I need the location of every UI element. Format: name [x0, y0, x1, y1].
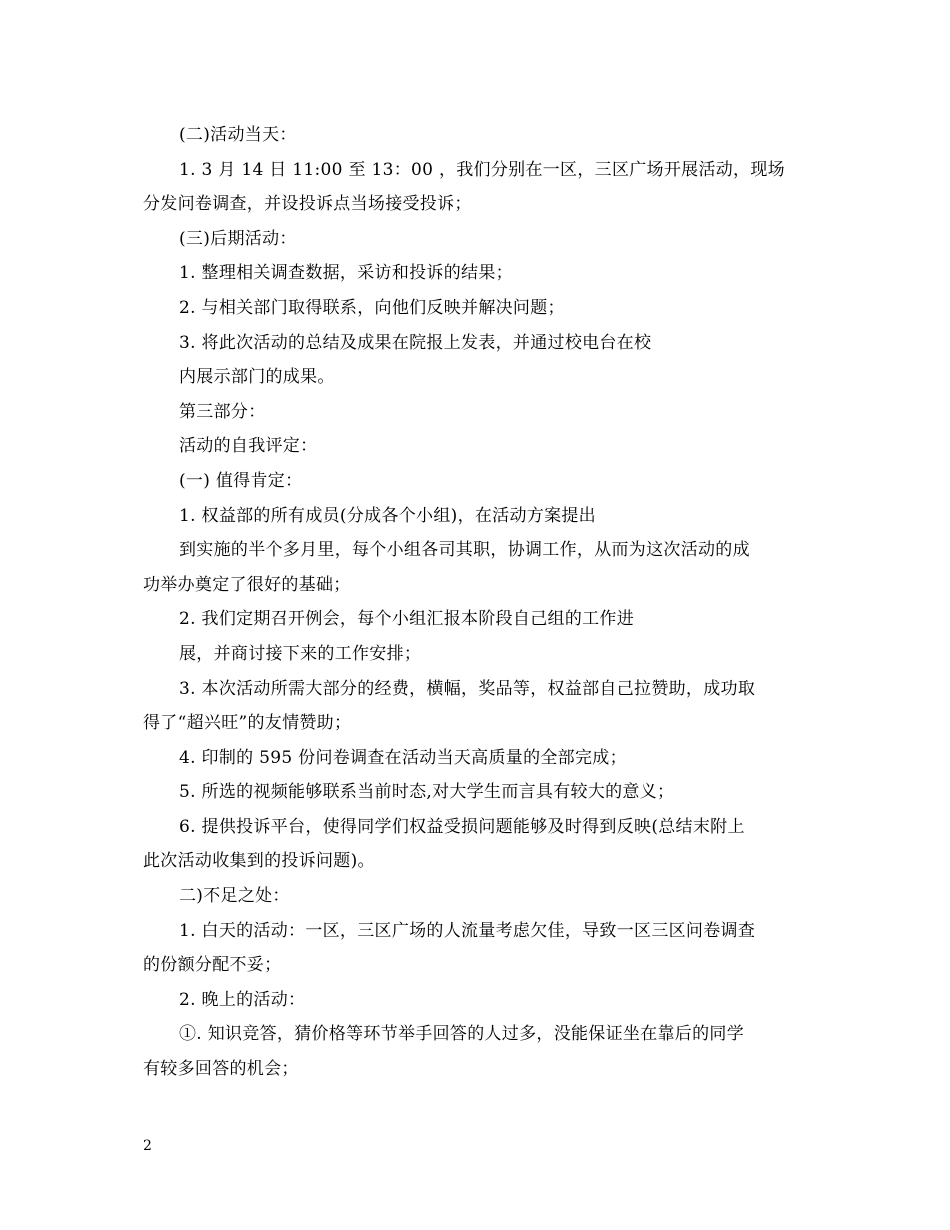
text-line: 分发问卷调查，并设投诉点当场接受投诉； — [143, 194, 472, 215]
text-line: 第三部分： — [179, 401, 266, 422]
text-line: 2. 晚上的活动： — [179, 989, 306, 1010]
text-line: 二)不足之处： — [179, 886, 290, 907]
text-line: 3. 将此次活动的总结及成果在院报上发表，并通过校电台在校 — [179, 332, 652, 353]
text-line: 功举办奠定了很好的基础； — [143, 574, 351, 595]
text-line: 的份额分配不妥； — [143, 955, 282, 976]
text-line: ①. 知识竞答，猜价格等环节举手回答的人过多，没能保证坐在靠后的同学 — [179, 1024, 745, 1045]
text-line: 3. 本次活动所需大部分的经费，横幅，奖品等，权益部自己拉赞助，成功取 — [179, 678, 756, 699]
text-line: 有较多回答的机会； — [143, 1059, 299, 1080]
text-line: 活动的自我评定： — [179, 436, 318, 457]
text-line: 展，并商讨接下来的工作安排； — [179, 643, 422, 664]
text-line: 6. 提供投诉平台，使得同学们权益受损问题能够及时得到反映(总结末附上 — [179, 816, 745, 837]
text-line: 2. 与相关部门取得联系，向他们反映并解决问题； — [179, 297, 565, 318]
text-line: (三)后期活动： — [179, 228, 297, 249]
text-line: 4. 印制的 595 份问卷调查在活动当天高质量的全部完成； — [179, 747, 627, 768]
text-line: 内展示部门的成果。 — [179, 367, 335, 388]
page-number: 2 — [143, 1138, 152, 1154]
text-line: 1. 3 月 14 日 11:00 至 13：00 ，我们分别在一区，三区广场开展活动，现场 — [179, 159, 785, 180]
text-line: 到实施的半个多月里，每个小组各司其职，协调工作，从而为这次活动的成 — [179, 540, 750, 561]
text-line: 此次活动收集到的投诉问题)。 — [143, 851, 375, 872]
text-line: 2. 我们定期召开例会，每个小组汇报本阶段自己组的工作进 — [179, 609, 635, 630]
text-line: (一) 值得肯定： — [179, 470, 303, 491]
text-line: 1. 白天的活动：一区，三区广场的人流量考虑欠佳，导致一区三区问卷调查 — [179, 920, 756, 941]
text-line: 5. 所选的视频能够联系当前时态,对大学生而言具有较大的意义； — [179, 782, 675, 803]
document-body — [143, 118, 808, 1087]
text-line: 1. 权益部的所有成员(分成各个小组)，在活动方案提出 — [179, 505, 596, 526]
text-line: 1. 整理相关调查数据，采访和投诉的结果； — [179, 263, 513, 284]
text-line: 得了“超兴旺”的友情赞助； — [143, 713, 352, 734]
text-line: (二)活动当天： — [179, 125, 297, 145]
